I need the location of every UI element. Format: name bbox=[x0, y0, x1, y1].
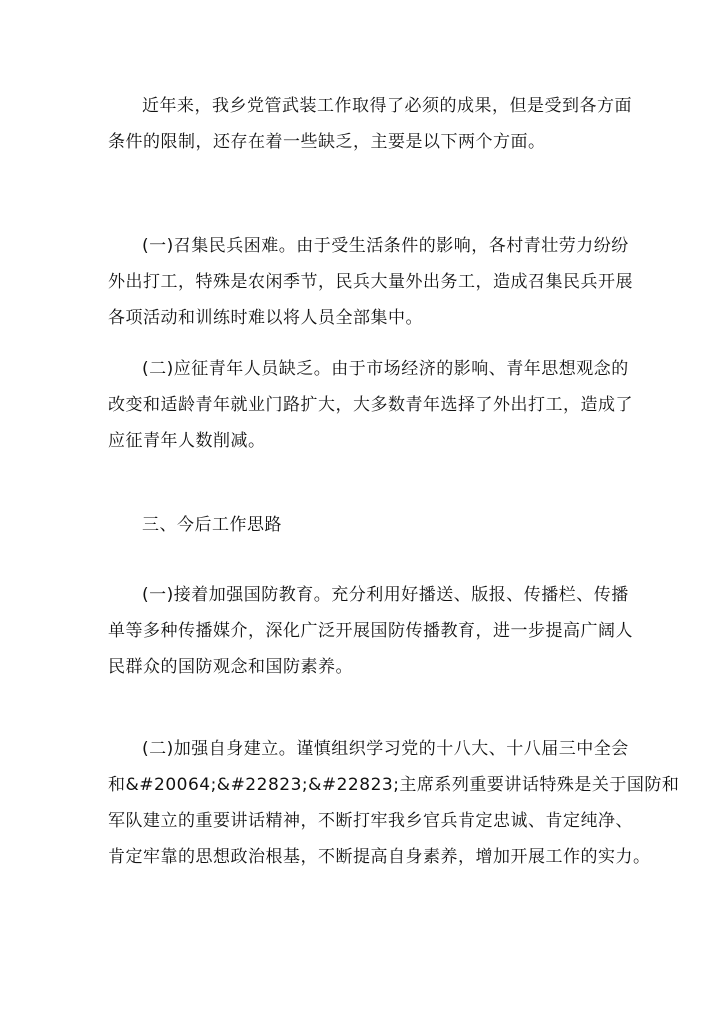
paragraph-self-building bbox=[108, 731, 680, 875]
text-line: (一)接着加强国防教育。充分利用好播送、版报、传播栏、传播 bbox=[142, 585, 629, 605]
text-line: 军队建立的重要讲话精神，不断打牢我乡官兵肯定忠诚、肯定纯净、 bbox=[108, 811, 633, 831]
text-line: 改变和适龄青年就业门路扩大，大多数青年选择了外出打工，造成了 bbox=[108, 395, 633, 415]
text-line: 近年来，我乡党管武装工作取得了必须的成果，但是受到各方面 bbox=[142, 96, 632, 116]
text-line: 肯定牢靠的思想政治根基，不断提高自身素养，增加开展工作的实力。 bbox=[108, 847, 651, 867]
section-heading-text: 三、今后工作思路 bbox=[142, 515, 282, 535]
text-line: 单等多种传播媒介，深化广泛开展国防传播教育，进一步提高广阔人 bbox=[108, 621, 633, 641]
text-line: (二)应征青年人员缺乏。由于市场经济的影响、青年思想观念的 bbox=[142, 359, 629, 379]
text-line: 各项活动和训练时难以将人员全部集中。 bbox=[108, 308, 423, 328]
section-heading bbox=[108, 507, 618, 543]
paragraph-defense-education bbox=[108, 577, 633, 685]
text-line: 和&#20064;&#22823;&#22823;主席系列重要讲话特殊是关于国防和 bbox=[108, 775, 680, 795]
paragraph-intro bbox=[108, 88, 632, 160]
paragraph-recruitment-difficulty bbox=[108, 228, 633, 336]
text-line: 条件的限制，还存在着一些缺乏，主要是以下两个方面。 bbox=[108, 132, 546, 152]
text-line: (二)加强自身建立。谨慎组织学习党的十八大、十八届三中全会 bbox=[142, 739, 629, 759]
text-line: 民群众的国防观念和国防素养。 bbox=[108, 657, 353, 677]
paragraph-youth-shortage bbox=[108, 351, 633, 459]
text-line: 外出打工，特殊是农闲季节，民兵大量外出务工，造成召集民兵开展 bbox=[108, 272, 633, 292]
text-line: 应征青年人数削减。 bbox=[108, 431, 266, 451]
text-line: (一)召集民兵困难。由于受生活条件的影响，各村青壮劳力纷纷 bbox=[142, 236, 629, 256]
